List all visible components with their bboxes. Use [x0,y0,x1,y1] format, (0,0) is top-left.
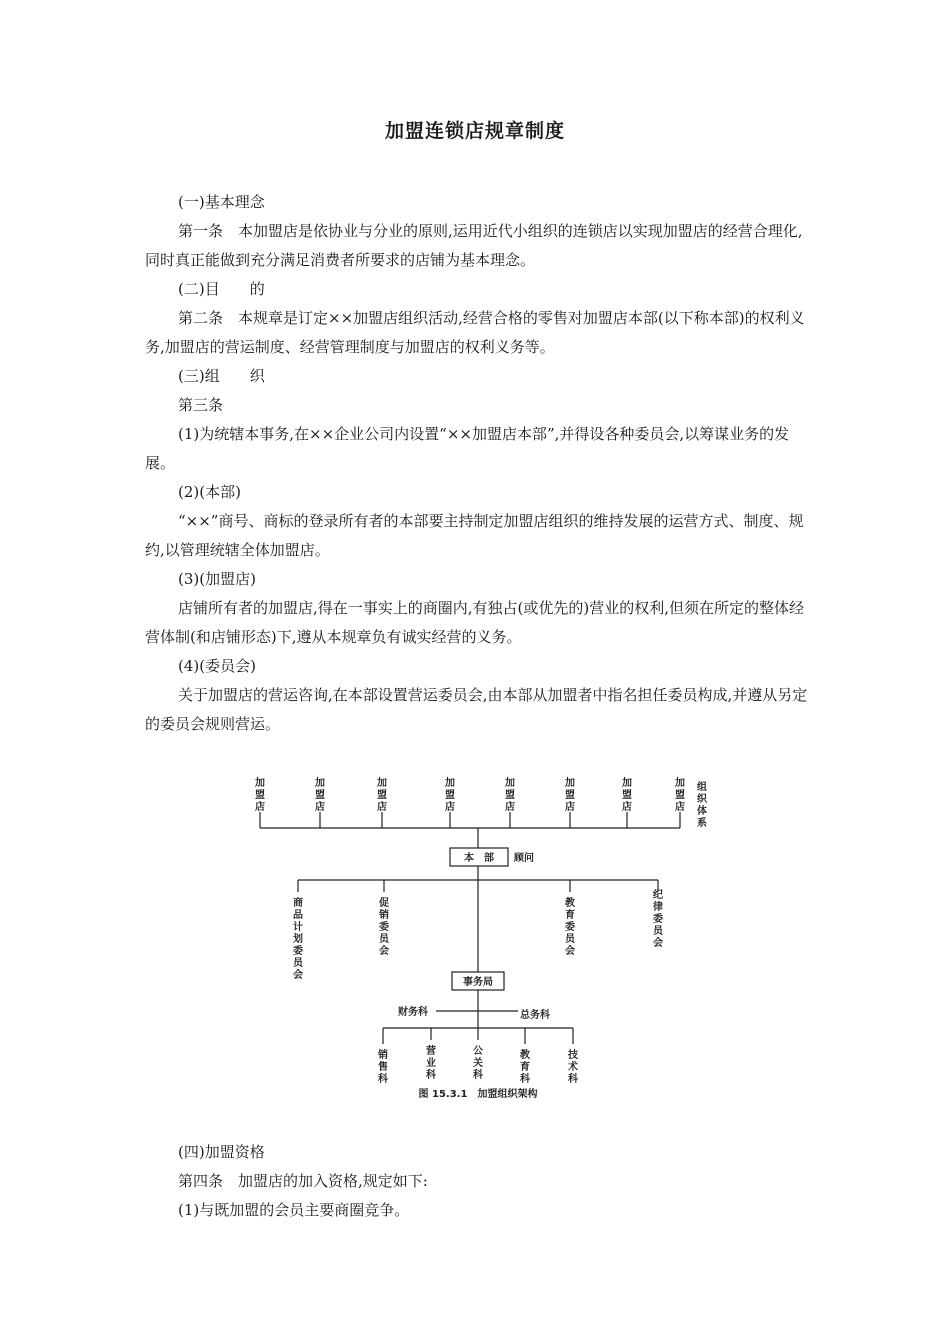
store-label: 加盟店 [565,778,575,813]
article-3-item-1: (1)为统辖本事务,在××企业公司内设置“××加盟店本部”,并得设各种委员会,以筹谋业务的发展。 [145,425,790,472]
committee-label: 纪律委员会 [653,890,663,949]
store-label: 加盟店 [505,778,515,813]
article-3-item-2: “××”商号、商标的登录所有者的本部要主持制定加盟店组织的维持发展的运营方式、制度、规约,以管理统辖全体加盟店。 [145,512,804,559]
store-label: 加盟店 [255,778,265,813]
store-label: 加盟店 [675,778,685,813]
general-affairs-label: 总务科 [520,1010,550,1021]
store-label: 加盟店 [445,778,455,813]
hq-label: 本 部 [464,853,494,864]
section-label: 销售科 [378,1050,388,1085]
heading-basic-concept: (一)基本理念 [178,193,265,211]
article-2: 第二条 本规章是订定××加盟店组织活动,经营合格的零售对加盟店本部(以下称本部)的权利义务,加盟店的营运制度、经营管理制度与加盟店的权利义务等。 [145,309,805,356]
article-3-item-2-heading: (2)(本部) [178,483,241,501]
section-label: 公关科 [473,1046,483,1081]
article-1: 第一条 本加盟店是依协业与分业的原则,运用近代小组织的连锁店以实现加盟店的经营合理化,同时真正能做到充分满足消费者所要求的店铺为基本理念。 [145,222,803,269]
article-3: 第三条 [178,396,224,414]
heading-purpose: (二)目 的 [178,280,265,298]
article-4-item-1: (1)与既加盟的会员主要商圈竞争。 [178,1201,410,1219]
office-label: 事务局 [463,977,493,988]
advisor-label: 顾问 [514,853,534,864]
heading-organization: (三)组 织 [178,367,265,385]
article-3-item-4: 关于加盟店的营运咨询,在本部设置营运委员会,由本部从加盟者中指名担任委员构成,并遵从另定的委员会规则营运。 [145,686,808,733]
article-3-item-3-heading: (3)(加盟店) [178,570,256,588]
document-body-continued [145,1138,813,1225]
page-title: 加盟连锁店规章制度 [384,120,565,142]
store-label: 加盟店 [622,778,632,813]
section-label: 营业科 [426,1046,436,1081]
store-label: 加盟店 [377,778,387,813]
heading-qualification: (四)加盟资格 [178,1143,265,1161]
committee-label: 促销委员会 [379,898,389,957]
org-chart [240,768,710,1108]
section-label: 教育科 [520,1050,530,1085]
document-body [145,188,813,739]
article-3-item-3: 店铺所有者的加盟店,得在一事实上的商圈内,有独占(或优先的)营业的权利,但须在所定的整体经营体制(和店铺形态)下,遵从本规章负有诚实经营的义务。 [145,599,805,646]
section-label: 技术科 [568,1050,578,1085]
committee-label: 商品计划委员会 [293,898,303,981]
article-4: 第四条 加盟店的加入资格,规定如下: [178,1172,428,1190]
committee-label: 教育委员会 [565,898,575,957]
system-label: 组织体系 [697,782,707,829]
store-label: 加盟店 [315,778,325,813]
figure-caption: 图 15.3.1 加盟组织架构 [418,1089,538,1100]
finance-label: 财务科 [398,1007,428,1018]
article-3-item-4-heading: (4)(委员会) [178,657,256,675]
